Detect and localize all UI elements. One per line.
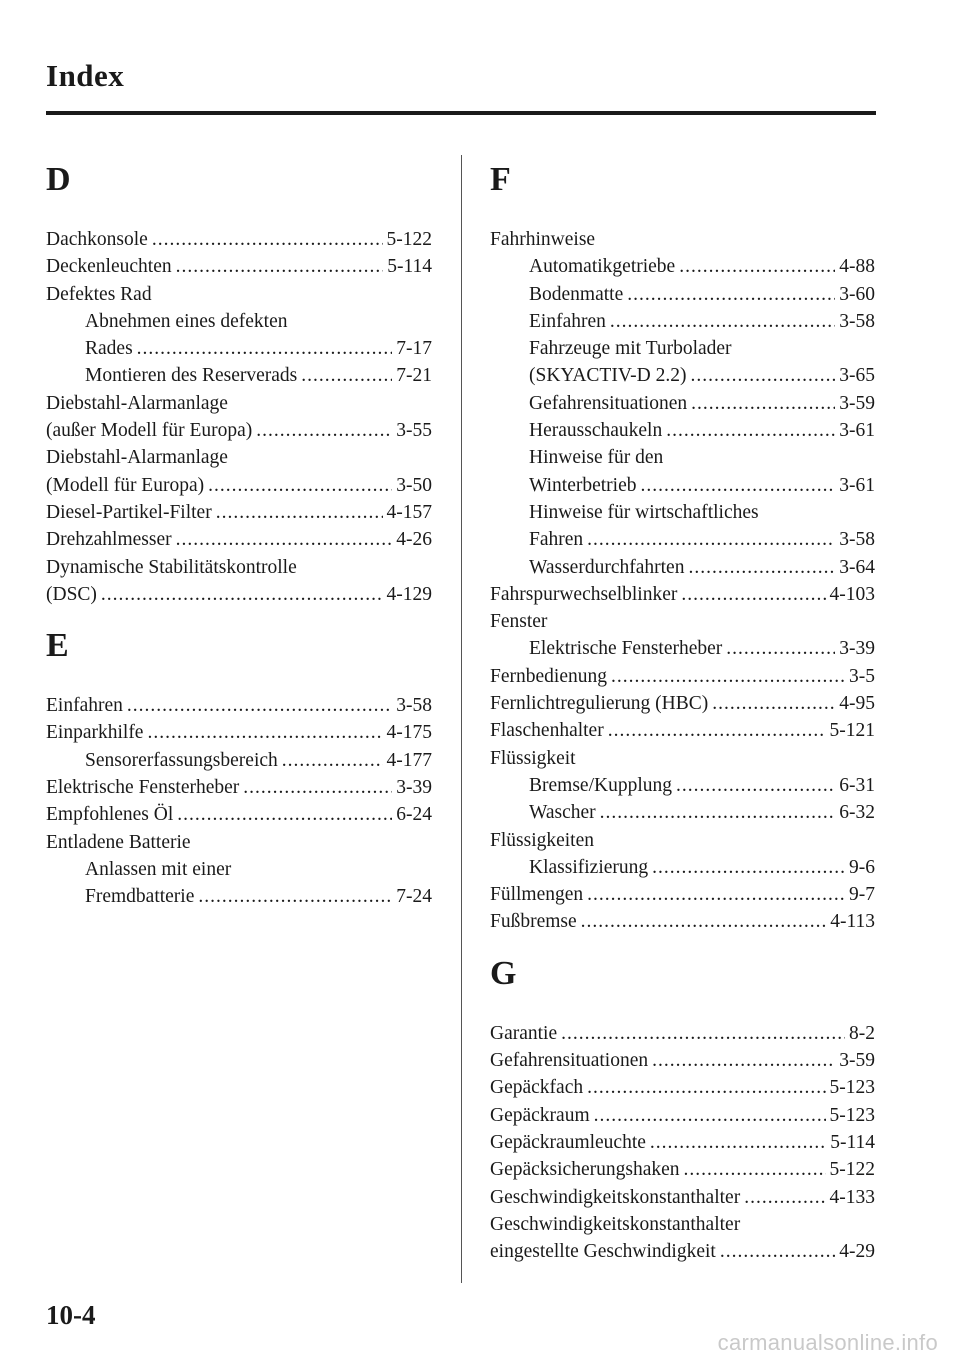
index-entry — [46, 581, 432, 608]
watermark: carmanualsonline.info — [717, 1330, 938, 1355]
leader-dots — [744, 1184, 825, 1211]
index-subentry — [490, 417, 875, 444]
leader-dots — [176, 253, 384, 280]
index-entry — [46, 472, 432, 499]
entry-text: Winterbetrieb — [529, 474, 637, 496]
entry-page-ref: 4-175 — [386, 722, 432, 744]
entry-text: Gefahrensituationen — [490, 1050, 649, 1072]
entry-text: Diesel-Partikel-Filter — [46, 501, 212, 523]
entry-text: Hinweise für den — [529, 447, 664, 469]
leader-dots — [679, 253, 835, 280]
index-subentry — [490, 472, 875, 499]
entry-page-ref: 4-103 — [829, 583, 875, 605]
index-subentry — [490, 772, 875, 799]
entry-page-ref: 4-29 — [839, 1241, 875, 1263]
index-entry — [490, 745, 875, 772]
entry-text: Drehzahlmesser — [46, 529, 172, 551]
entry-text: Fernbedienung — [490, 665, 607, 687]
leader-dots — [208, 472, 392, 499]
index-subentry — [490, 526, 875, 553]
index-entry — [490, 1184, 875, 1211]
entry-text: Flüssigkeiten — [490, 829, 595, 851]
entry-page-ref: 4-157 — [386, 501, 432, 523]
entry-page-ref: 4-133 — [829, 1186, 875, 1208]
entry-text: Fußbremse — [490, 911, 577, 933]
entry-page-ref: 3-5 — [849, 665, 875, 687]
index-subentry — [490, 335, 875, 362]
entry-text: Fremdbatterie — [85, 886, 195, 908]
leader-dots — [688, 554, 835, 581]
entry-text: Geschwindigkeitskonstanthalter — [490, 1186, 741, 1208]
index-subentry — [490, 635, 875, 662]
index-subentry — [46, 362, 432, 389]
entry-page-ref: 4-113 — [830, 911, 875, 933]
entry-page-ref: 9-7 — [849, 884, 875, 906]
index-subentry — [490, 799, 875, 826]
column-divider — [461, 155, 462, 1283]
entry-text: (außer Modell für Europa) — [46, 420, 253, 442]
entry-text: Gepäcksicherungshaken — [490, 1159, 680, 1181]
leader-dots — [611, 663, 845, 690]
index-entry — [490, 1129, 875, 1156]
entry-text: (SKYACTIV-D 2.2) — [529, 365, 687, 387]
index-entry — [46, 281, 432, 308]
leader-dots — [127, 692, 392, 719]
entry-text: Diebstahl-Alarmanlage — [46, 392, 228, 414]
entry-text: Rades — [85, 338, 133, 360]
entry-page-ref: 4-177 — [386, 749, 432, 771]
entry-text: Fahrzeuge mit Turbolader — [529, 338, 732, 360]
entry-page-ref: 6-32 — [839, 802, 875, 824]
entry-text: Entladene Batterie — [46, 831, 191, 853]
leader-dots — [243, 774, 392, 801]
leader-dots — [684, 1156, 826, 1183]
leader-dots — [256, 417, 392, 444]
entry-page-ref: 5-122 — [386, 229, 432, 250]
entry-text: Herausschaukeln — [529, 420, 663, 442]
entry-text: Fenster — [490, 611, 548, 633]
entry-page-ref: 3-55 — [396, 420, 432, 442]
entry-page-ref: 5-114 — [830, 1131, 875, 1153]
entry-page-ref: 5-121 — [829, 720, 875, 742]
entry-page-ref: 3-64 — [839, 556, 875, 578]
entry-text: Montieren des Reserverads — [85, 365, 298, 387]
index-subentry — [490, 854, 875, 881]
entry-text: Fernlichtregulierung (HBC) — [490, 693, 709, 715]
leader-dots — [282, 747, 383, 774]
index-subentry — [46, 308, 432, 335]
entry-text: Fahrspurwechselblinker — [490, 583, 678, 605]
leader-dots — [594, 1102, 826, 1129]
entry-text: Einparkhilfe — [46, 722, 144, 744]
index-entry — [490, 608, 875, 635]
entry-page-ref: 5-114 — [387, 256, 432, 278]
leader-dots — [681, 581, 825, 608]
index-entry — [46, 526, 432, 553]
entry-page-ref: 3-58 — [839, 529, 875, 551]
index-subentry — [490, 362, 875, 389]
leader-dots — [198, 883, 392, 910]
header-rule — [46, 111, 876, 115]
index-subentry — [46, 856, 432, 883]
leader-dots — [608, 717, 826, 744]
index-entry — [490, 663, 875, 690]
leader-dots — [641, 472, 836, 499]
index-entry — [46, 253, 432, 280]
entry-text: Flaschenhalter — [490, 720, 604, 742]
section-letter: E — [46, 627, 69, 665]
entry-text: Gepäckfach — [490, 1077, 584, 1099]
index-subentry — [46, 335, 432, 362]
entry-text: Füllmengen — [490, 884, 584, 906]
leader-dots — [216, 499, 383, 526]
entry-page-ref: 5-123 — [829, 1077, 875, 1099]
leader-dots — [177, 801, 392, 828]
index-entry — [46, 444, 432, 471]
index-subentry — [46, 747, 432, 774]
index-entry — [490, 690, 875, 717]
entry-text: (DSC) — [46, 583, 97, 605]
entry-text: Diebstahl-Alarmanlage — [46, 447, 228, 469]
entry-text: Fahren — [529, 529, 584, 551]
entry-text: Geschwindigkeitskonstanthalter — [490, 1213, 741, 1235]
entry-text: Abnehmen eines defekten — [85, 310, 288, 332]
leader-dots — [587, 1074, 825, 1101]
entry-text: Flüssigkeit — [490, 747, 576, 769]
leader-dots — [650, 1129, 826, 1156]
leader-dots — [587, 526, 835, 553]
page-title: Index — [46, 58, 125, 93]
leader-dots — [652, 854, 845, 881]
entry-text: Einfahren — [529, 310, 606, 332]
entry-text: Wascher — [529, 802, 596, 824]
entry-page-ref: 3-39 — [839, 638, 875, 660]
entry-text: eingestellte Geschwindigkeit — [490, 1241, 716, 1263]
index-entry — [490, 1211, 875, 1238]
index-entry — [490, 827, 875, 854]
entry-text: Elektrische Fensterheber — [529, 638, 723, 660]
entry-page-ref: 3-58 — [396, 695, 432, 717]
index-entry — [46, 554, 432, 581]
entry-text: Dynamische Stabilitätskontrolle — [46, 556, 297, 578]
index-entry — [46, 774, 432, 801]
leader-dots — [676, 772, 835, 799]
entry-page-ref: 3-61 — [839, 420, 875, 442]
entry-page-ref: 8-2 — [849, 1022, 875, 1044]
entry-text: (Modell für Europa) — [46, 474, 205, 496]
entry-text: Gepäckraum — [490, 1104, 590, 1126]
leader-dots — [152, 226, 383, 253]
entry-text: Einfahren — [46, 695, 123, 717]
index-subentry — [490, 444, 875, 471]
index-entry — [490, 1156, 875, 1183]
index-entry — [46, 801, 432, 828]
entry-page-ref: 5-122 — [829, 1159, 875, 1181]
index-subentry — [490, 281, 875, 308]
leader-dots — [627, 281, 835, 308]
leader-dots — [176, 526, 393, 553]
leader-dots — [600, 799, 836, 826]
index-entry — [490, 1102, 875, 1129]
entry-text: Anlassen mit einer — [85, 858, 232, 880]
entry-text: Sensorerfassungsbereich — [85, 749, 278, 771]
index-subentry — [490, 499, 875, 526]
entry-text: Gefahrensituationen — [529, 392, 688, 414]
index-entry — [490, 1047, 875, 1074]
entry-page-ref: 3-60 — [839, 283, 875, 305]
leader-dots — [301, 362, 392, 389]
entry-text: Elektrische Fensterheber — [46, 777, 240, 799]
index-subentry — [490, 390, 875, 417]
leader-dots — [610, 308, 835, 335]
leader-dots — [726, 635, 835, 662]
entry-page-ref: 6-24 — [396, 804, 432, 826]
index-subentry — [490, 308, 875, 335]
page-number: 10-4 — [46, 1300, 96, 1330]
entry-page-ref: 4-129 — [386, 583, 432, 605]
index-entry — [490, 226, 875, 253]
index-entry — [46, 417, 432, 444]
leader-dots — [561, 1020, 845, 1047]
entry-page-ref: 7-17 — [396, 338, 432, 360]
entry-page-ref: 3-61 — [839, 474, 875, 496]
index-entry — [46, 719, 432, 746]
leader-dots — [147, 719, 382, 746]
leader-dots — [581, 908, 827, 935]
index-entry — [490, 581, 875, 608]
index-subentry — [46, 883, 432, 910]
index-entry — [46, 499, 432, 526]
entry-page-ref: 4-26 — [396, 529, 432, 551]
leader-dots — [691, 390, 835, 417]
entry-text: Defektes Rad — [46, 283, 152, 305]
leader-dots — [690, 362, 835, 389]
entry-page-ref: 3-58 — [839, 310, 875, 332]
index-column-right — [490, 150, 875, 1265]
index-subentry — [490, 253, 875, 280]
entry-text: Deckenleuchten — [46, 256, 172, 278]
index-entry — [46, 226, 432, 253]
leader-dots — [101, 581, 383, 608]
entry-page-ref: 3-59 — [839, 392, 875, 414]
entry-page-ref: 6-31 — [839, 774, 875, 796]
index-entry — [490, 717, 875, 744]
index-entry — [46, 390, 432, 417]
section-letter: G — [490, 954, 517, 992]
entry-text: Klassifizierung — [529, 856, 649, 878]
section-letter: D — [46, 161, 71, 198]
index-entry — [490, 1020, 875, 1047]
index-subentry — [490, 554, 875, 581]
leader-dots — [137, 335, 393, 362]
index-entry — [46, 829, 432, 856]
leader-dots — [712, 690, 835, 717]
entry-text: Dachkonsole — [46, 229, 148, 250]
entry-text: Gepäckraumleuchte — [490, 1131, 646, 1153]
entry-page-ref: 3-50 — [396, 474, 432, 496]
entry-text: Bodenmatte — [529, 283, 624, 305]
entry-page-ref: 4-88 — [839, 256, 875, 278]
entry-text: Wasserdurchfahrten — [529, 556, 685, 578]
leader-dots — [666, 417, 835, 444]
entry-text: Garantie — [490, 1022, 558, 1044]
index-entry — [46, 692, 432, 719]
entry-page-ref: 7-24 — [396, 886, 432, 908]
leader-dots — [720, 1238, 835, 1265]
index-entry — [490, 1074, 875, 1101]
entry-page-ref: 9-6 — [849, 856, 875, 878]
index-entry — [490, 908, 875, 935]
index-column-left — [46, 150, 432, 911]
index-entry — [490, 881, 875, 908]
leader-dots — [587, 881, 845, 908]
index-entry — [490, 1238, 875, 1265]
leader-dots — [652, 1047, 835, 1074]
entry-page-ref: 5-123 — [829, 1104, 875, 1126]
entry-text: Automatikgetriebe — [529, 256, 676, 278]
entry-text: Empfohlenes Öl — [46, 804, 174, 826]
entry-text: Hinweise für wirtschaftliches — [529, 501, 759, 523]
entry-page-ref: 4-95 — [839, 693, 875, 715]
entry-page-ref: 3-39 — [396, 777, 432, 799]
entry-page-ref: 7-21 — [396, 365, 432, 387]
entry-page-ref: 3-59 — [839, 1050, 875, 1072]
section-letter: F — [490, 161, 511, 198]
entry-text: Fahrhinweise — [490, 229, 596, 250]
entry-page-ref: 3-65 — [839, 365, 875, 387]
entry-text: Bremse/Kupplung — [529, 774, 672, 796]
